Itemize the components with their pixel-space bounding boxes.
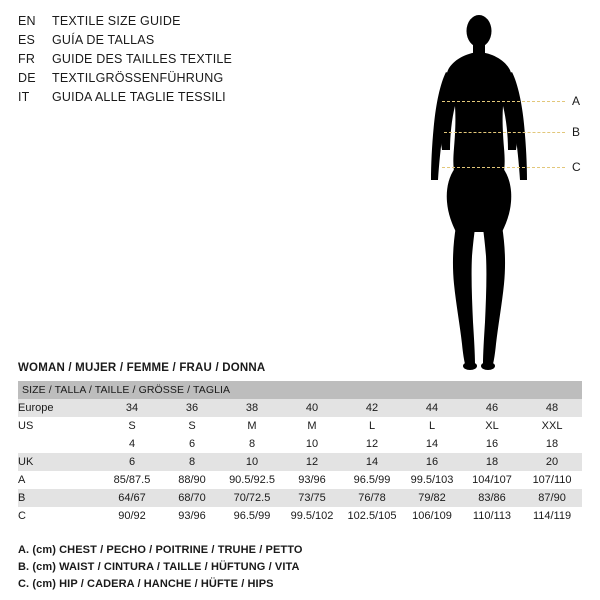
table-cell: 18 (462, 453, 522, 471)
table-cell: 18 (522, 435, 582, 453)
measure-line-c (442, 167, 565, 168)
language-code: ES (18, 33, 36, 47)
table-cell: 16 (402, 453, 462, 471)
row-label: C (18, 507, 102, 525)
table-cell: 8 (162, 453, 222, 471)
table-header-row (18, 381, 582, 399)
table-cell: 20 (522, 453, 582, 471)
table-cell: 88/90 (162, 471, 222, 489)
table-cell: L (342, 417, 402, 435)
language-row (18, 33, 418, 52)
row-label: UK (18, 453, 102, 471)
table-row (18, 453, 582, 471)
table-cell: L (402, 417, 462, 435)
table-cell: 96.5/99 (222, 507, 282, 525)
language-text: TEXTILGRÖSSENFÜHRUNG (52, 71, 224, 85)
table-cell: 48 (522, 399, 582, 417)
table-cell: 70/72.5 (222, 489, 282, 507)
row-label: Europe (18, 399, 102, 417)
table-cell: 16 (462, 435, 522, 453)
table-cell: 99.5/102 (282, 507, 342, 525)
row-label: A (18, 471, 102, 489)
table-cell: 4 (102, 435, 162, 453)
table-cell: 79/82 (402, 489, 462, 507)
table-cell: XXL (522, 417, 582, 435)
footnote-c: C. (cm) HIP / CADERA / HANCHE / HÜFTE / HIPS (18, 578, 274, 590)
table-row (18, 417, 582, 435)
table-cell: 107/110 (522, 471, 582, 489)
row-label: US (18, 417, 102, 435)
table-cell: 46 (462, 399, 522, 417)
row-label (18, 435, 102, 453)
table-cell: 85/87.5 (102, 471, 162, 489)
table-cell: 90.5/92.5 (222, 471, 282, 489)
table-cell: 93/96 (282, 471, 342, 489)
female-silhouette-icon (390, 8, 590, 373)
language-row (18, 90, 418, 109)
table-cell: 40 (282, 399, 342, 417)
language-text: GUIDA ALLE TAGLIE TESSILI (52, 90, 226, 104)
table-cell: 83/86 (462, 489, 522, 507)
language-code: DE (18, 71, 36, 85)
table-cell: 110/113 (462, 507, 522, 525)
table-row (18, 489, 582, 507)
language-row (18, 71, 418, 90)
language-text: GUÍA DE TALLAS (52, 33, 155, 47)
language-code: IT (18, 90, 30, 104)
table-cell: 14 (342, 453, 402, 471)
table-cell: M (222, 417, 282, 435)
table-cell: 14 (402, 435, 462, 453)
table-cell: XL (462, 417, 522, 435)
table-cell: 104/107 (462, 471, 522, 489)
table-cell: 6 (162, 435, 222, 453)
table-cell: 90/92 (102, 507, 162, 525)
table-cell: 12 (342, 435, 402, 453)
table-cell: 6 (102, 453, 162, 471)
table-row (18, 507, 582, 525)
table-cell: 44 (402, 399, 462, 417)
measure-line-a (442, 101, 565, 102)
table-cell: 114/119 (522, 507, 582, 525)
table-cell: S (162, 417, 222, 435)
table-cell: 34 (102, 399, 162, 417)
table-header-label: SIZE / TALLA / TAILLE / GRÖSSE / TAGLIA (18, 381, 582, 399)
table-cell: 99.5/103 (402, 471, 462, 489)
table-cell: 42 (342, 399, 402, 417)
measure-label-c: C (572, 160, 581, 174)
table-row (18, 435, 582, 453)
footnote-b: B. (cm) WAIST / CINTURA / TAILLE / HÜFTUNG / VITA (18, 561, 300, 573)
language-row (18, 14, 418, 33)
measure-label-a: A (572, 94, 581, 108)
row-label: B (18, 489, 102, 507)
table-cell: 76/78 (342, 489, 402, 507)
table-cell: 106/109 (402, 507, 462, 525)
table-cell: 12 (282, 453, 342, 471)
language-text: GUIDE DES TAILLES TEXTILE (52, 52, 233, 66)
table-cell: 36 (162, 399, 222, 417)
language-row (18, 52, 418, 71)
table-cell: 10 (282, 435, 342, 453)
table-cell: 10 (222, 453, 282, 471)
table-cell: 102.5/105 (342, 507, 402, 525)
table-cell: 64/67 (102, 489, 162, 507)
table-cell: M (282, 417, 342, 435)
body-figure (390, 8, 590, 373)
table-cell: 8 (222, 435, 282, 453)
table-row (18, 471, 582, 489)
language-code: EN (18, 14, 36, 28)
language-text: TEXTILE SIZE GUIDE (52, 14, 181, 28)
measure-line-b (444, 132, 565, 133)
table-cell: S (102, 417, 162, 435)
table-cell: 38 (222, 399, 282, 417)
footnotes (18, 542, 578, 593)
footnote-a: A. (cm) CHEST / PECHO / POITRINE / TRUHE / PETTO (18, 544, 303, 556)
table-cell: 68/70 (162, 489, 222, 507)
language-header (18, 14, 418, 109)
table-cell: 93/96 (162, 507, 222, 525)
table-cell: 87/90 (522, 489, 582, 507)
language-code: FR (18, 52, 36, 66)
measure-label-b: B (572, 125, 581, 139)
table-row (18, 399, 582, 417)
table-cell: 96.5/99 (342, 471, 402, 489)
table-cell: 73/75 (282, 489, 342, 507)
section-title: WOMAN / MUJER / FEMME / FRAU / DONNA (18, 362, 266, 374)
size-table (18, 381, 582, 525)
